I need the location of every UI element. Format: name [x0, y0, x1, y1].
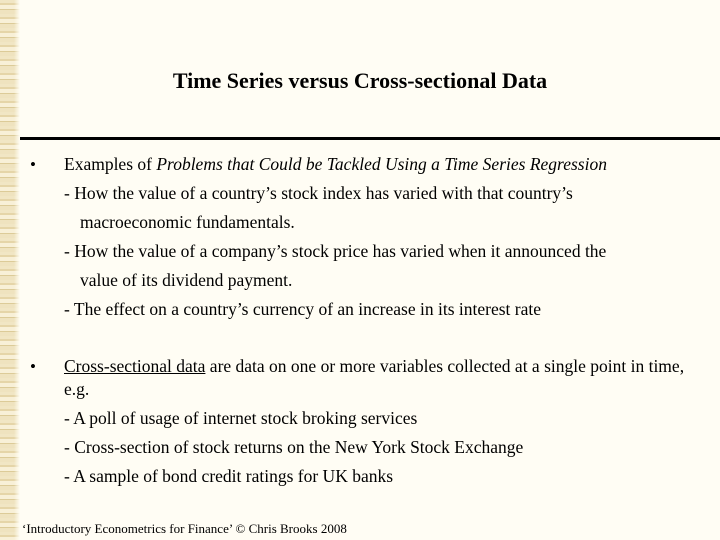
bullet-heading-prefix: Examples of: [64, 154, 157, 174]
cross-section-item-1: - A poll of usage of internet stock broking services: [64, 408, 418, 428]
title-divider: [20, 137, 720, 140]
bullet-heading-italic: Problems that Could be Tackled Using a Time Series Regression: [156, 154, 607, 174]
footer-copyright: ‘Introductory Econometrics for Finance’ © Chris Brooks 2008: [22, 521, 347, 536]
bullet-heading: [64, 150, 710, 179]
example-item-2: - How the value of a company’s stock price has varied when it announced the: [64, 241, 607, 261]
bullet-marker: •: [30, 155, 36, 174]
bullet-time-series: [30, 150, 710, 324]
cross-section-item-2: - Cross-section of stock returns on the New York Stock Exchange: [64, 437, 524, 457]
underlined-term: Cross-sectional data: [64, 356, 206, 376]
example-item-2-cont: value of its dividend payment.: [80, 270, 293, 290]
slide-content: [30, 150, 710, 491]
example-item-1-cont: macroeconomic fundamentals.: [80, 212, 295, 232]
bullet-gap: [30, 324, 710, 352]
bullet-cross-sectional: [30, 352, 710, 491]
cross-section-item-3: - A sample of bond credit ratings for UK banks: [64, 466, 394, 486]
definition-text: are data on one or more variables collected at a single point in time, e.g.: [64, 356, 685, 399]
example-item-1: - How the value of a country’s stock index has varied with that country’s: [64, 183, 573, 203]
slide-title: Time Series versus Cross-sectional Data: [172, 68, 548, 93]
bullet-definition: [64, 352, 710, 404]
example-item-3: - The effect on a country’s currency of an increase in its interest rate: [64, 299, 541, 319]
bullet-marker: •: [30, 357, 36, 376]
